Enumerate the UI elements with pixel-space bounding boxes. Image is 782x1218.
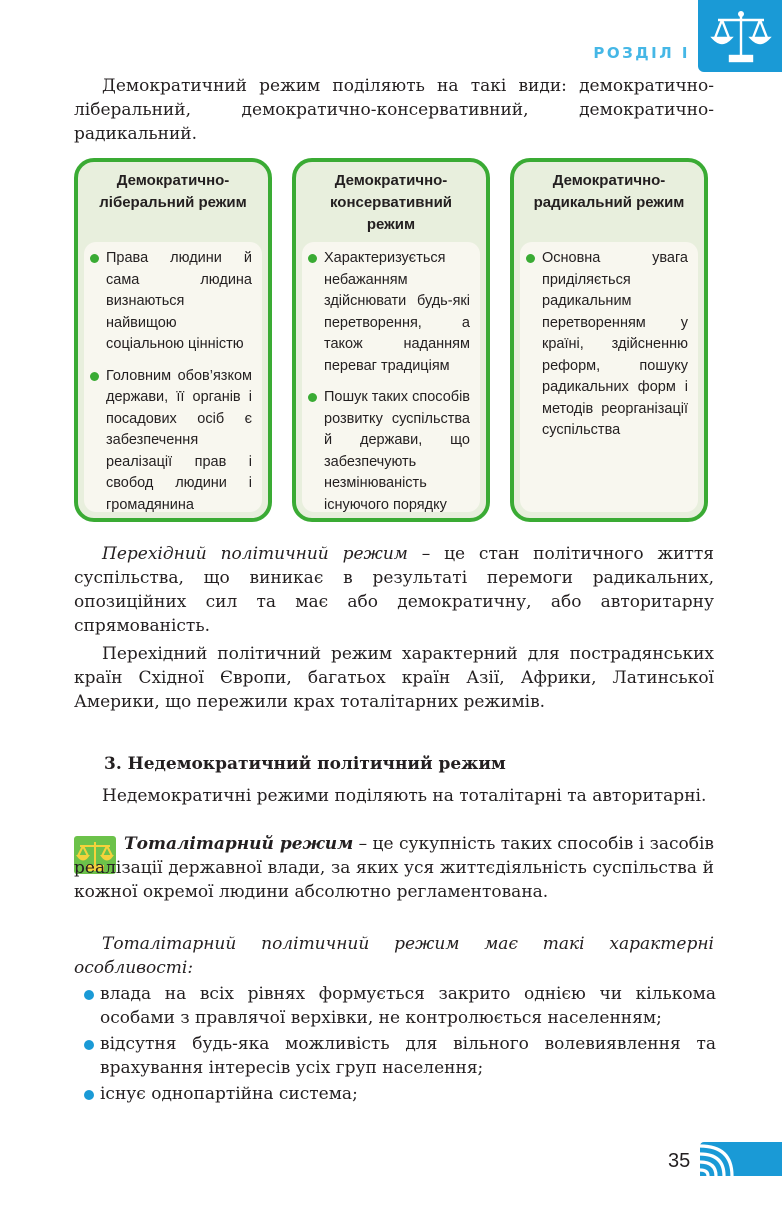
term: Тоталітарний режим <box>124 834 354 854</box>
card-conservative <box>292 158 490 522</box>
list-item: Пошук таких способів розвитку суспільства й держави, що забезпечують незмінюваність існуючого порядку <box>302 387 480 516</box>
footer-tab <box>700 1142 782 1176</box>
list-item: Права людини й сама людина визнаються найвищою соціальною цінністю <box>84 248 262 356</box>
list-item: влада на всіх рівнях формується закрито однією чи кількома особами з правлячої верхівки, не контролюється населенням; <box>74 982 716 1030</box>
bullet-icon <box>84 990 94 1000</box>
section-label: РОЗДІЛ І <box>593 44 690 62</box>
card-liberal <box>74 158 272 522</box>
regime-cards <box>74 158 716 530</box>
page-number: 35 <box>668 1150 691 1172</box>
card-radical <box>510 158 708 522</box>
list-item: існує однопартійна система; <box>74 1082 716 1106</box>
card-body <box>302 242 480 512</box>
bullet-icon <box>526 254 535 263</box>
bullet-icon <box>308 254 317 263</box>
scales-icon <box>710 6 772 66</box>
intro-paragraph: Демократичний режим поділяють на такі види: демократично-ліберальний, демократично-консервативний, демократично-радикальний. <box>74 76 714 144</box>
bullet-icon <box>90 254 99 263</box>
section-heading: 3. Недемократичний політичний режим <box>104 754 506 774</box>
term: Перехідний політичний режим <box>102 544 408 564</box>
card-title: Демократично-ліберальний режим <box>99 172 247 211</box>
totalitarian-definition: Тоталітарний режим – це сукупність таких способів і засобів реалізації державної влади, за яких уся життєдіяльність суспільства й кожної окремої людини абсолютно регламентована. <box>74 834 714 902</box>
card-title: Демократично-радикальний режим <box>533 172 685 211</box>
card-body <box>520 242 698 512</box>
bullet-icon <box>84 1090 94 1100</box>
bullet-icon <box>308 393 317 402</box>
list-item: Головним обов’язком держави, її органів і посадових осіб є забезпечення реалізації прав і свобод людини і громадянина <box>84 366 262 517</box>
signal-waves-icon <box>698 1144 742 1176</box>
list-item: Характеризується небажанням здійснювати будь-які перетворення, а також наданням переваг традиціям <box>302 248 480 377</box>
features-list <box>74 982 716 1108</box>
bullet-icon <box>84 1040 94 1050</box>
list-item: Основна увага приділяється радикальним перетворенням у країні, здійсненню реформ, пошуку радикальних форм і методів реорганізації суспільства <box>520 248 698 442</box>
header-tab <box>698 0 782 72</box>
card-title: Демократично-консервативний режим <box>329 172 453 233</box>
transitional-paragraph: Перехідний політичний режим характерний для пострадянських країн Східної Європи, багатьох країн Азії, Африки, Латинської Америки, що пережили крах тоталітарних режимів. <box>74 644 714 712</box>
list-item: відсутня будь-яка можливість для вільного волевиявлення та врахування інтересів усіх груп населення; <box>74 1032 716 1080</box>
bullet-icon <box>90 372 99 381</box>
card-body <box>84 242 262 512</box>
features-intro: Тоталітарний політичний режим має такі характерні особливості: <box>74 934 714 978</box>
section-intro: Недемократичні режими поділяють на тоталітарні та авторитарні. <box>102 786 707 806</box>
transitional-definition: Перехідний політичний режим – це стан політичного життя суспільства, що виникає в результаті перемоги радикальних, опозиційних сил та має або демократичну, або авторитарну спрямованість. <box>74 544 714 636</box>
